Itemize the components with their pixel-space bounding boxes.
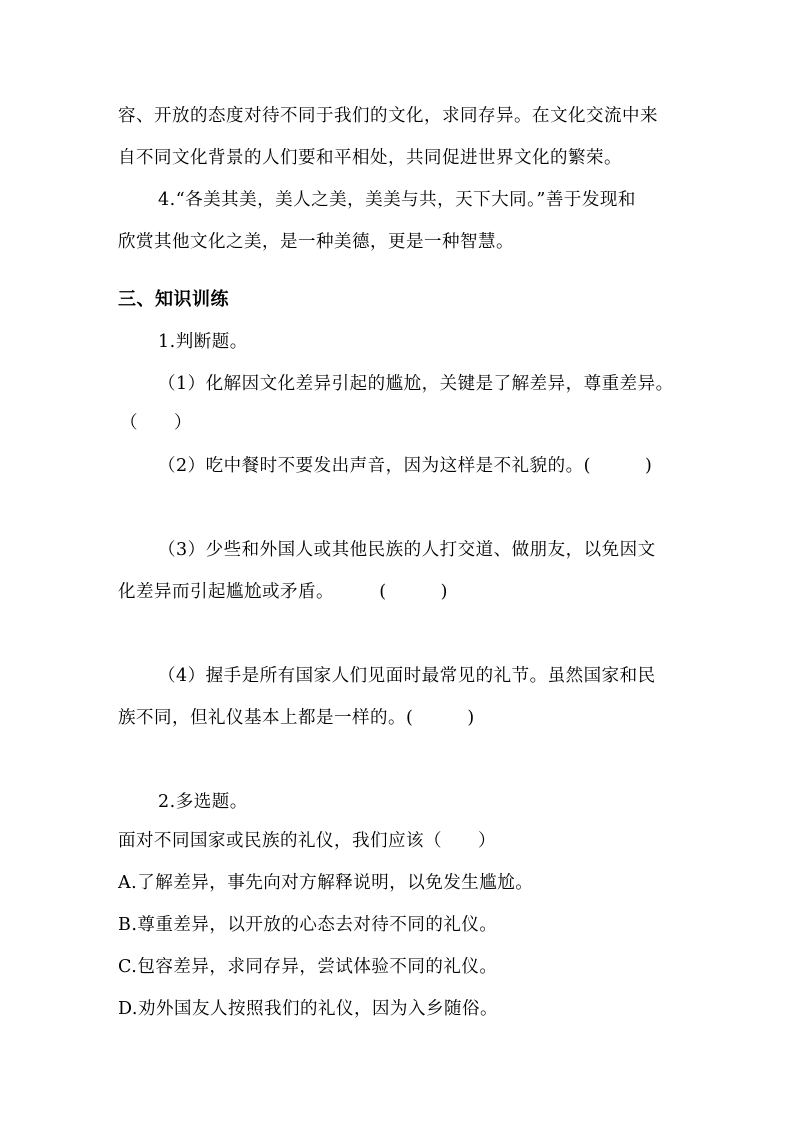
point-4-line-1: 4.“各美其美，美人之美，美美与共，天下大同。”善于发现和: [158, 190, 636, 210]
judgment-item-2: （2）吃中餐时不要发出声音，因为这样是不礼貌的。( ): [158, 456, 653, 476]
judgment-item-4-line-1: （4）握手是所有国家人们见面时最常见的礼节。虽然国家和民: [158, 666, 656, 686]
judgment-item-4-line-2: 族不同，但礼仪基本上都是一样的。( ): [118, 708, 475, 728]
judgment-item-1-answer-blank: （ ）: [120, 413, 192, 433]
multiple-choice-title: 2.多选题。: [158, 792, 248, 812]
option-d: D.劝外国友人按照我们的礼仪，因为入乡随俗。: [118, 999, 498, 1019]
option-c: C.包容差异，求同存异，尝试体验不同的礼仪。: [118, 957, 498, 977]
point-4-line-2: 欣赏其他文化之美，是一种美德，更是一种智慧。: [118, 232, 514, 252]
option-a: A.了解差异，事先向对方解释说明，以免发生尴尬。: [118, 873, 534, 893]
intro-line-2: 自不同文化背景的人们要和平相处，共同促进世界文化的繁荣。: [118, 148, 622, 168]
judgment-item-3-line-1: （3）少些和外国人或其他民族的人打交道、做朋友，以免因文: [158, 540, 656, 560]
section-title: 三、知识训练: [118, 289, 229, 310]
judgment-item-1-line-1: （1）化解因文化差异引起的尴尬，关键是了解差异，尊重差异。: [158, 374, 674, 394]
judgment-question-title: 1.判断题。: [158, 332, 248, 352]
judgment-item-3-line-2: 化差异而引起尴尬或矛盾。 ( ): [118, 582, 448, 602]
option-b: B.尊重差异，以开放的心态去对待不同的礼仪。: [118, 915, 498, 935]
multiple-choice-stem: 面对不同国家或民族的礼仪，我们应该（ ）: [118, 831, 496, 851]
intro-line-1: 容、开放的态度对待不同于我们的文化，求同存异。在文化交流中来: [118, 106, 658, 126]
